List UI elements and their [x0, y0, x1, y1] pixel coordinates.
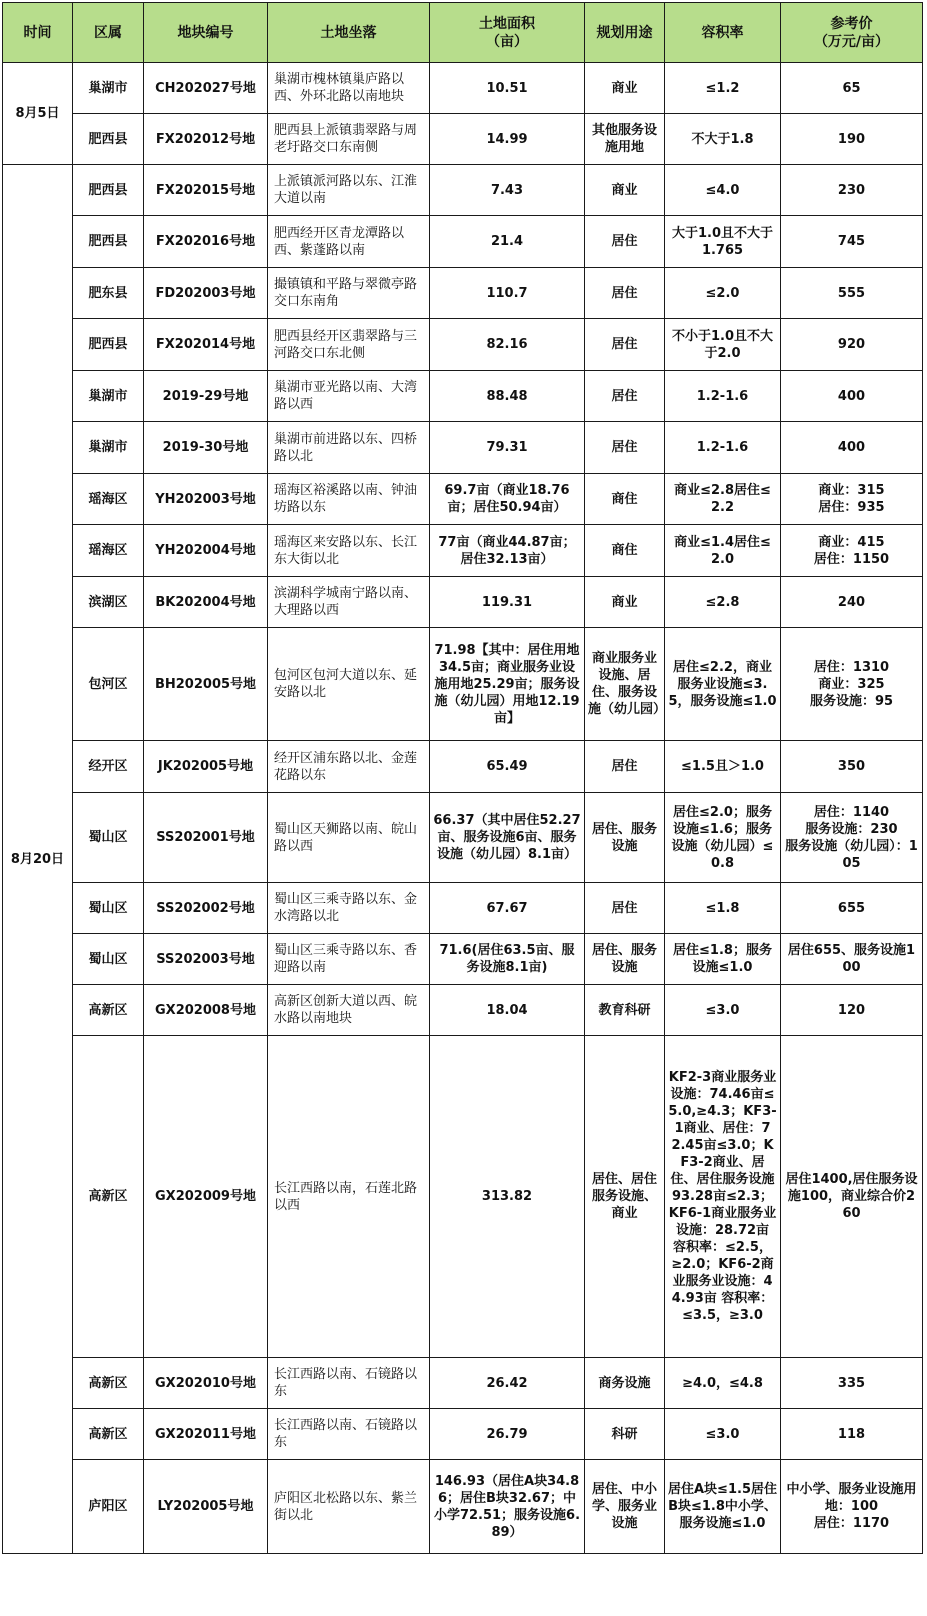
cell-district: 滨湖区	[73, 577, 144, 628]
table-row	[3, 268, 923, 319]
table-row	[3, 1036, 923, 1358]
cell-far: ≤1.2	[665, 63, 781, 114]
cell-ref-price: 400	[781, 422, 923, 474]
cell-location: 蜀山区天狮路以南、皖山路以西	[268, 793, 430, 883]
table-row	[3, 114, 923, 165]
cell-usage: 商业	[585, 165, 665, 216]
cell-usage: 居住	[585, 741, 665, 793]
cell-district: 蜀山区	[73, 883, 144, 934]
cell-ref-price: 居住655、服务设施100	[781, 934, 923, 985]
table-row	[3, 985, 923, 1036]
cell-location: 滨湖科学城南宁路以南、大理路以西	[268, 577, 430, 628]
cell-district: 高新区	[73, 1409, 144, 1460]
cell-usage: 居住、中小学、服务业设施	[585, 1460, 665, 1554]
cell-area: 77亩（商业44.87亩；居住32.13亩）	[430, 525, 585, 577]
cell-usage: 居住、居住服务设施、商业	[585, 1036, 665, 1358]
cell-area: 21.4	[430, 216, 585, 268]
cell-date: 8月20日	[3, 165, 73, 1554]
cell-ref-price: 745	[781, 216, 923, 268]
table-row	[3, 371, 923, 422]
cell-district: 庐阳区	[73, 1460, 144, 1554]
cell-far: ≤2.0	[665, 268, 781, 319]
cell-usage: 居住	[585, 371, 665, 422]
table-row	[3, 628, 923, 741]
cell-district: 高新区	[73, 985, 144, 1036]
cell-parcel-no: FX202012号地	[144, 114, 268, 165]
cell-location: 巢湖市槐林镇巢庐路以西、外环北路以南地块	[268, 63, 430, 114]
cell-ref-price: 350	[781, 741, 923, 793]
cell-parcel-no: FX202015号地	[144, 165, 268, 216]
cell-location: 庐阳区北松路以东、紫兰街以北	[268, 1460, 430, 1554]
cell-location: 肥西县经开区翡翠路与三河路交口东北侧	[268, 319, 430, 371]
cell-location: 瑶海区来安路以东、长江东大街以北	[268, 525, 430, 577]
header-far: 容积率	[665, 3, 781, 63]
table-row	[3, 1409, 923, 1460]
cell-location: 包河区包河大道以东、延安路以北	[268, 628, 430, 741]
cell-far: 商业≤2.8居住≤2.2	[665, 474, 781, 525]
cell-far: 商业≤1.4居住≤2.0	[665, 525, 781, 577]
cell-far: 大于1.0且不大于1.765	[665, 216, 781, 268]
cell-location: 撮镇镇和平路与翠微亭路交口东南角	[268, 268, 430, 319]
table-row	[3, 474, 923, 525]
cell-ref-price: 655	[781, 883, 923, 934]
cell-far: 不大于1.8	[665, 114, 781, 165]
cell-ref-price: 118	[781, 1409, 923, 1460]
cell-far: ≤2.8	[665, 577, 781, 628]
cell-location: 肥西经开区青龙潭路以西、紫蓬路以南	[268, 216, 430, 268]
cell-far: ≥4.0，≤4.8	[665, 1358, 781, 1409]
cell-parcel-no: YH202003号地	[144, 474, 268, 525]
header-area: 土地面积 （亩）	[430, 3, 585, 63]
cell-parcel-no: SS202002号地	[144, 883, 268, 934]
cell-far: 居住≤2.0；服务设施≤1.6；服务设施（幼儿园）≤0.8	[665, 793, 781, 883]
cell-usage: 居住	[585, 319, 665, 371]
cell-location: 高新区创新大道以西、皖水路以南地块	[268, 985, 430, 1036]
cell-parcel-no: SS202003号地	[144, 934, 268, 985]
cell-area: 79.31	[430, 422, 585, 474]
cell-area: 10.51	[430, 63, 585, 114]
cell-far: 1.2-1.6	[665, 422, 781, 474]
cell-usage: 其他服务设施用地	[585, 114, 665, 165]
cell-usage: 居住	[585, 883, 665, 934]
cell-far: ≤1.5且＞1.0	[665, 741, 781, 793]
cell-ref-price: 920	[781, 319, 923, 371]
cell-area: 26.42	[430, 1358, 585, 1409]
cell-area: 88.48	[430, 371, 585, 422]
cell-parcel-no: BH202005号地	[144, 628, 268, 741]
cell-ref-price: 190	[781, 114, 923, 165]
cell-area: 146.93（居住A块34.86；居住B块32.67；中小学72.51；服务设施6.89）	[430, 1460, 585, 1554]
cell-area: 69.7亩（商业18.76亩；居住50.94亩）	[430, 474, 585, 525]
header-time: 时间	[3, 3, 73, 63]
cell-district: 瑶海区	[73, 474, 144, 525]
cell-parcel-no: JK202005号地	[144, 741, 268, 793]
cell-location: 肥西县上派镇翡翠路与周老圩路交口东南侧	[268, 114, 430, 165]
header-location: 土地坐落	[268, 3, 430, 63]
cell-far: ≤4.0	[665, 165, 781, 216]
cell-location: 长江西路以南、石镜路以东	[268, 1409, 430, 1460]
cell-district: 巢湖市	[73, 422, 144, 474]
cell-area: 110.7	[430, 268, 585, 319]
cell-parcel-no: GX202008号地	[144, 985, 268, 1036]
cell-far: ≤3.0	[665, 985, 781, 1036]
cell-usage: 教育科研	[585, 985, 665, 1036]
cell-ref-price: 商业：315 居住：935	[781, 474, 923, 525]
cell-location: 巢湖市亚光路以南、大湾路以西	[268, 371, 430, 422]
cell-area: 7.43	[430, 165, 585, 216]
cell-usage: 商业	[585, 63, 665, 114]
cell-usage: 居住	[585, 216, 665, 268]
cell-far: 居住≤2.2，商业服务业设施≤3.5，服务设施≤1.0	[665, 628, 781, 741]
cell-district: 肥西县	[73, 165, 144, 216]
cell-date: 8月5日	[3, 63, 73, 165]
table-row	[3, 422, 923, 474]
cell-district: 巢湖市	[73, 371, 144, 422]
cell-ref-price: 中小学、服务业设施用地：100 居住：1170	[781, 1460, 923, 1554]
cell-ref-price: 居住1400,居住服务设施100，商业综合价260	[781, 1036, 923, 1358]
cell-area: 313.82	[430, 1036, 585, 1358]
cell-usage: 科研	[585, 1409, 665, 1460]
cell-ref-price: 商业：415 居住：1150	[781, 525, 923, 577]
cell-ref-price: 400	[781, 371, 923, 422]
cell-ref-price: 230	[781, 165, 923, 216]
cell-area: 67.67	[430, 883, 585, 934]
cell-usage: 居住	[585, 268, 665, 319]
cell-usage: 居住	[585, 422, 665, 474]
cell-area: 66.37（其中居住52.27亩、服务设施6亩、服务设施（幼儿园）8.1亩）	[430, 793, 585, 883]
cell-district: 经开区	[73, 741, 144, 793]
table-row	[3, 793, 923, 883]
table-row	[3, 1460, 923, 1554]
cell-far: 居住A块≤1.5居住B块≤1.8中小学、服务设施≤1.0	[665, 1460, 781, 1554]
cell-ref-price: 居住：1310 商业：325 服务设施：95	[781, 628, 923, 741]
cell-parcel-no: SS202001号地	[144, 793, 268, 883]
header-parcel-no: 地块编号	[144, 3, 268, 63]
cell-location: 长江西路以南、石镜路以东	[268, 1358, 430, 1409]
cell-district: 肥西县	[73, 319, 144, 371]
cell-parcel-no: FX202016号地	[144, 216, 268, 268]
cell-district: 瑶海区	[73, 525, 144, 577]
header-ref-price: 参考价 （万元/亩）	[781, 3, 923, 63]
cell-area: 26.79	[430, 1409, 585, 1460]
cell-area: 71.6(居住63.5亩、服务设施8.1亩)	[430, 934, 585, 985]
cell-district: 蜀山区	[73, 934, 144, 985]
cell-area: 119.31	[430, 577, 585, 628]
cell-location: 蜀山区三乘寺路以东、金水湾路以北	[268, 883, 430, 934]
cell-parcel-no: YH202004号地	[144, 525, 268, 577]
table-row	[3, 216, 923, 268]
cell-usage: 居住、服务设施	[585, 793, 665, 883]
cell-location: 巢湖市前进路以东、四桥路以北	[268, 422, 430, 474]
cell-district: 肥西县	[73, 114, 144, 165]
cell-ref-price: 555	[781, 268, 923, 319]
cell-district: 包河区	[73, 628, 144, 741]
cell-usage: 商业服务业设施、居住、服务设施（幼儿园）	[585, 628, 665, 741]
cell-ref-price: 居住：1140 服务设施：230 服务设施（幼儿园）：105	[781, 793, 923, 883]
table-row	[3, 883, 923, 934]
cell-area: 18.04	[430, 985, 585, 1036]
cell-location: 经开区浦东路以北、金莲花路以东	[268, 741, 430, 793]
cell-district: 肥东县	[73, 268, 144, 319]
table-row	[3, 577, 923, 628]
table-row	[3, 63, 923, 114]
cell-ref-price: 120	[781, 985, 923, 1036]
cell-far: ≤1.8	[665, 883, 781, 934]
cell-usage: 商住	[585, 525, 665, 577]
cell-parcel-no: GX202010号地	[144, 1358, 268, 1409]
table-row	[3, 525, 923, 577]
cell-area: 65.49	[430, 741, 585, 793]
cell-parcel-no: GX202009号地	[144, 1036, 268, 1358]
table-row	[3, 319, 923, 371]
cell-usage: 居住、服务设施	[585, 934, 665, 985]
cell-far: 1.2-1.6	[665, 371, 781, 422]
cell-parcel-no: FD202003号地	[144, 268, 268, 319]
table-row	[3, 934, 923, 985]
cell-area: 82.16	[430, 319, 585, 371]
cell-ref-price: 65	[781, 63, 923, 114]
cell-parcel-no: 2019-30号地	[144, 422, 268, 474]
cell-area: 71.98【其中：居住用地34.5亩；商业服务业设施用地25.29亩；服务设施（幼儿园）用地12.19亩】	[430, 628, 585, 741]
cell-district: 巢湖市	[73, 63, 144, 114]
table-row	[3, 1358, 923, 1409]
cell-location: 瑶海区裕溪路以南、钟油坊路以东	[268, 474, 430, 525]
cell-far: 居住≤1.8；服务设施≤1.0	[665, 934, 781, 985]
header-usage: 规划用途	[585, 3, 665, 63]
cell-district: 肥西县	[73, 216, 144, 268]
cell-usage: 商住	[585, 474, 665, 525]
header-row	[3, 3, 923, 63]
table-row	[3, 741, 923, 793]
cell-usage: 商务设施	[585, 1358, 665, 1409]
land-auction-table	[2, 2, 923, 1554]
cell-parcel-no: FX202014号地	[144, 319, 268, 371]
cell-location: 上派镇派河路以东、江淮大道以南	[268, 165, 430, 216]
cell-district: 高新区	[73, 1358, 144, 1409]
cell-usage: 商业	[585, 577, 665, 628]
cell-parcel-no: GX202011号地	[144, 1409, 268, 1460]
cell-ref-price: 240	[781, 577, 923, 628]
cell-parcel-no: CH202027号地	[144, 63, 268, 114]
cell-district: 高新区	[73, 1036, 144, 1358]
cell-ref-price: 335	[781, 1358, 923, 1409]
table-row	[3, 165, 923, 216]
header-district: 区属	[73, 3, 144, 63]
cell-location: 长江西路以南，石莲北路以西	[268, 1036, 430, 1358]
cell-far: ≤3.0	[665, 1409, 781, 1460]
cell-area: 14.99	[430, 114, 585, 165]
cell-parcel-no: 2019-29号地	[144, 371, 268, 422]
cell-parcel-no: LY202005号地	[144, 1460, 268, 1554]
cell-far: 不小于1.0且不大于2.0	[665, 319, 781, 371]
cell-parcel-no: BK202004号地	[144, 577, 268, 628]
cell-location: 蜀山区三乘寺路以东、香迎路以南	[268, 934, 430, 985]
cell-district: 蜀山区	[73, 793, 144, 883]
cell-far: KF2-3商业服务业设施：74.46亩≤5.0,≥4.3；KF3-1商业、居住：72.45亩≤3.0；KF3-2商业、居住、居住服务设施93.28亩≤2.3；KF6-1商业服务业设施：28.72亩 容积率：≤2.5，≥2.0；KF6-2商业服务业设施：44.93亩 容积率：≤3.5，≥3.0	[665, 1036, 781, 1358]
